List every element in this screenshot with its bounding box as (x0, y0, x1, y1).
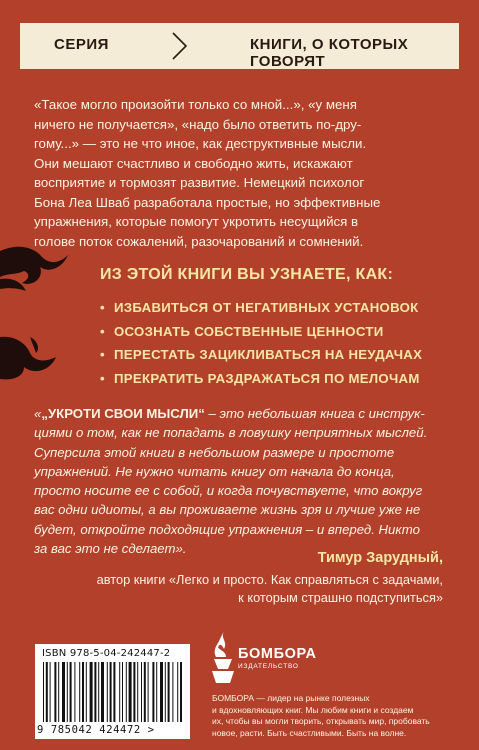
quote-line (34, 404, 446, 423)
intro-line: упражнения, которые помогут укротить несущийся в (34, 214, 359, 229)
learn-heading: ИЗ ЭТОЙ КНИГИ ВЫ УЗНАЕТЕ, КАК: (100, 266, 394, 283)
intro-line: голове поток сожалений, разочарований и сомнений. (34, 233, 364, 249)
author-desc-line: к которым страшно подступиться» (238, 590, 443, 605)
quote-line: за вас это не сделает». (34, 541, 187, 557)
series-banner (20, 23, 459, 69)
intro-line: гому...» — это не что иное, как деструктивные мысли. (34, 136, 367, 151)
flame-decoration-upper (0, 243, 70, 303)
learn-item-text: ОСОЗНАТЬ СОБСТВЕННЫЕ ЦЕННОСТИ (114, 323, 384, 339)
publisher-logo-subtitle: ИЗДАТЕЛЬСТВО (238, 663, 299, 670)
bombora-logo-icon (210, 629, 236, 685)
series-name: КНИГИ, О КОТОРЫХ ГОВОРЯТ (250, 36, 409, 70)
bullet-icon: • (100, 370, 105, 386)
quote-first-line-rest: – это небольшая книга с инструк- (204, 406, 425, 421)
learn-item-text: ИЗБАВИТЬСЯ ОТ НЕГАТИВНЫХ УСТАНОВОК (114, 300, 419, 315)
quote-line: будет, откройте подходящие упражнения – и вперед. Никто (34, 521, 420, 537)
author-desc-line: автор книги «Легко и просто. Как справляться с задачами, (96, 572, 443, 587)
intro-paragraph (34, 95, 444, 251)
review-author-description (83, 571, 443, 607)
quote-line: вас одни идиоты, а вы проживаете жизнь зря и лучше уже не (34, 502, 421, 518)
flame-decoration-lower (0, 333, 60, 385)
quote-line: циями о том, как не попадать в ловушку неприятных мыслей. (34, 425, 428, 441)
learn-item (100, 320, 422, 344)
barcode-icon (43, 662, 183, 722)
ean-digits: 9 785042 424472 > (37, 724, 155, 736)
publisher-desc-line: их, чтобы вы могли творить, открывать мир, пробовать (212, 716, 430, 726)
publisher-desc-line: БОМБОРА — лидер на рынке полезных (212, 693, 370, 703)
publisher-logo-name: БОМБОРА (238, 646, 317, 662)
learn-list (100, 296, 422, 390)
series-label: СЕРИЯ (54, 36, 109, 53)
intro-line: ничего не получается», «надо было ответить по-дру- (34, 116, 362, 132)
bullet-icon: • (100, 300, 105, 315)
quoted-book-title: „УКРОТИ СВОИ МЫСЛИ“ (41, 406, 205, 421)
barcode-panel (35, 644, 190, 739)
bullet-icon: • (100, 323, 105, 339)
bullet-icon: • (100, 347, 105, 362)
intro-line: «Такое могло произойти только со мной...», «у меня (34, 97, 357, 112)
quote-line: Суперсила этой книги в небольшом размере и простоте (34, 444, 395, 460)
publisher-desc-line: и вдохновляющих книг. Мы любим книги и создаем (212, 704, 414, 715)
intro-line: Бона Леа Шваб разработала простые, но эффективные (34, 194, 381, 210)
learn-item-text: ПЕРЕСТАТЬ ЗАЦИКЛИВАТЬСЯ НА НЕУДАЧАХ (114, 347, 423, 362)
learn-item (100, 296, 422, 320)
review-quote (34, 404, 446, 558)
quote-open: « (34, 406, 42, 421)
intro-line: Они мешают счастливо и свободно жить, искажают (34, 155, 353, 171)
intro-line: восприятие и тормозят развитие. Немецкий психолог (34, 175, 365, 190)
publisher-description (212, 693, 462, 739)
publisher-desc-line: новое, расти. Быть счастливыми. Быть на волне. (212, 727, 407, 738)
chevron-right-icon (170, 31, 190, 61)
learn-item (100, 367, 422, 391)
quote-line: просто носите ее с собой, и когда почувствуете, что вокруг (34, 483, 423, 499)
review-author-name: Тимур Зарудный, (317, 550, 443, 566)
isbn-text: ISBN 978-5-04-242447-2 (42, 648, 171, 659)
quote-line: упражнений. Не нужно читать книгу от начала до конца, (34, 463, 395, 479)
learn-item-text: ПРЕКРАТИТЬ РАЗДРАЖАТЬСЯ ПО МЕЛОЧАМ (114, 370, 420, 386)
learn-item (100, 343, 422, 367)
